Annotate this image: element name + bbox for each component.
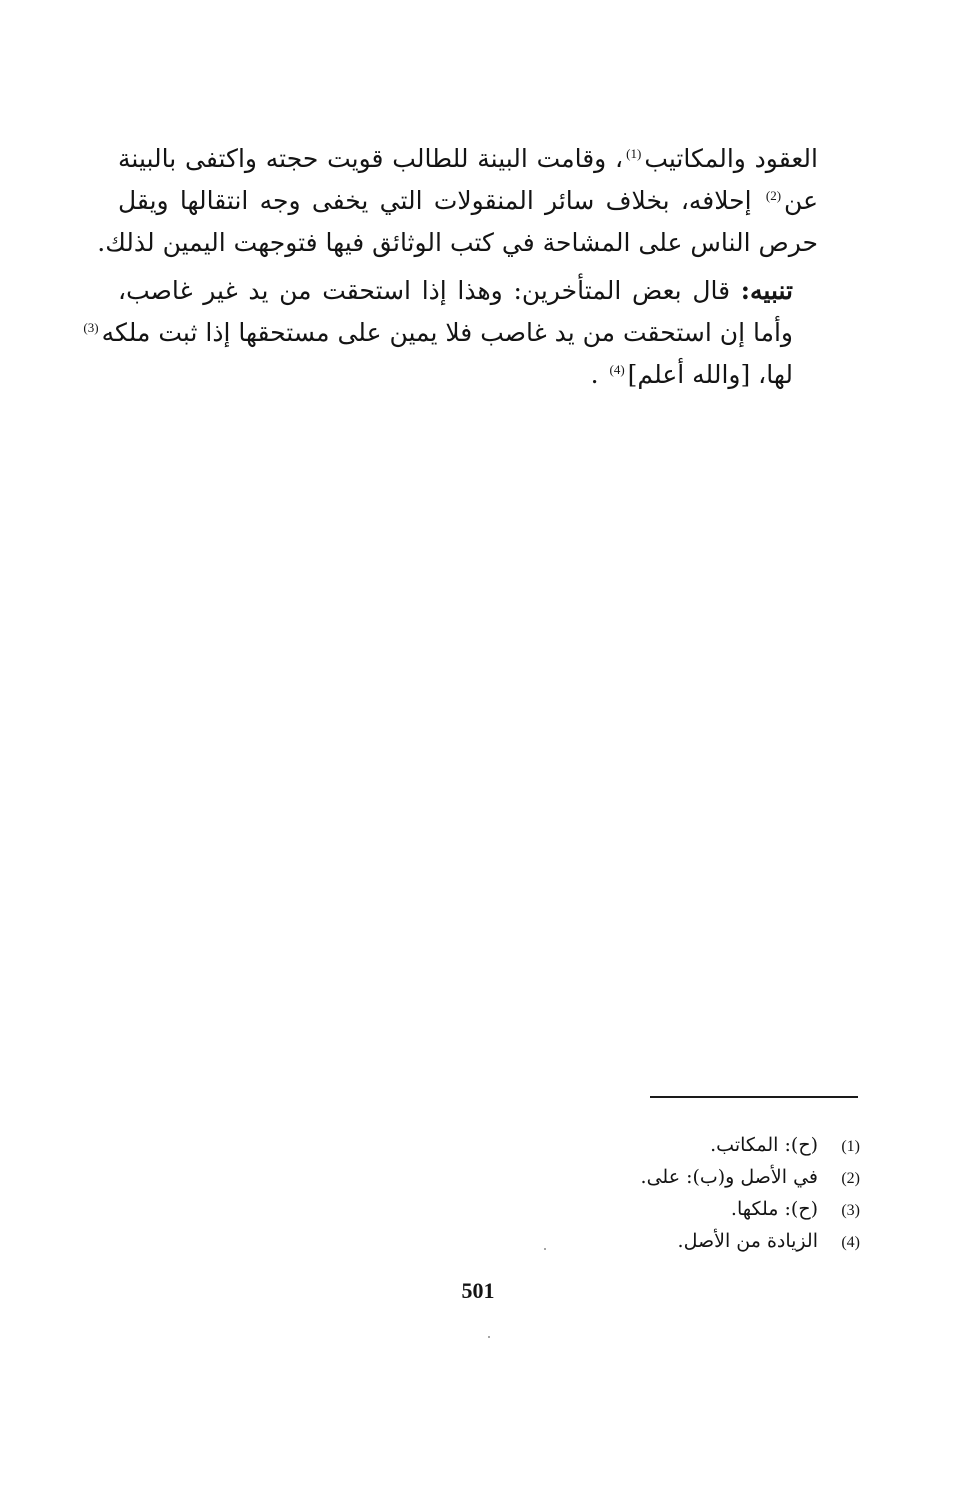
footnote-ref-2[interactable]: (2) — [765, 187, 782, 203]
text-run: ، وقامت البينة للطالب قويت حجته واكتفى بالبينة — [118, 144, 624, 173]
paragraph-1 — [97, 138, 818, 264]
footnote-number: (2) — [841, 1170, 860, 1187]
scan-speck — [488, 1336, 490, 1338]
paragraph-2 — [83, 270, 818, 396]
footnote-text: (ح): المكاتب. — [710, 1134, 818, 1156]
text-line — [118, 270, 818, 312]
note-heading: تنبيه: — [740, 276, 793, 305]
footnote-item — [560, 1194, 860, 1226]
text-line — [118, 354, 818, 396]
footnote-item — [560, 1226, 860, 1258]
footnote-text: الزيادة من الأصل. — [677, 1230, 818, 1252]
text-line — [118, 138, 818, 180]
text-line: حرص الناس على المشاحة في كتب الوثائق فيها فتوجهت اليمين لذلك. — [97, 228, 818, 257]
text-line — [118, 180, 818, 222]
text-line — [83, 312, 818, 354]
text-run: عن — [784, 186, 818, 215]
text-run: قال بعض المتأخرين: وهذا إذا استحقت من يد غير غاصب، — [118, 276, 731, 305]
text-run: وأما إن استحقت من يد غاصب فلا يمين على مستحقها إذا ثبت ملكه — [101, 318, 793, 347]
scan-speck — [544, 1248, 546, 1250]
main-text — [83, 138, 818, 396]
text-run: العقود والمكاتيب — [644, 144, 818, 173]
footnote-text: (ح): ملكها. — [730, 1198, 818, 1220]
footnote-ref-4[interactable]: (4) — [609, 361, 625, 377]
page-number: 501 — [461, 1278, 495, 1303]
footnote-item — [560, 1162, 860, 1194]
text-run: . — [590, 360, 599, 389]
footnote-number: (1) — [841, 1138, 860, 1155]
text-run: لها، [والله أعلم] — [627, 360, 793, 389]
footnote-number: (3) — [841, 1202, 860, 1219]
footnote-ref-3[interactable]: (3) — [83, 319, 99, 335]
footnote-number: (4) — [841, 1234, 860, 1251]
text-run: إحلافه، بخلاف سائر المنقولات التي يخفى وجه انتقالها ويقل — [118, 186, 752, 215]
footnote-ref-1[interactable]: (1) — [626, 145, 642, 161]
footnote-item — [560, 1130, 860, 1162]
footnote-separator — [650, 1096, 858, 1098]
footnote-text: في الأصل و(ب): على. — [640, 1166, 818, 1188]
footnotes — [560, 1130, 860, 1258]
